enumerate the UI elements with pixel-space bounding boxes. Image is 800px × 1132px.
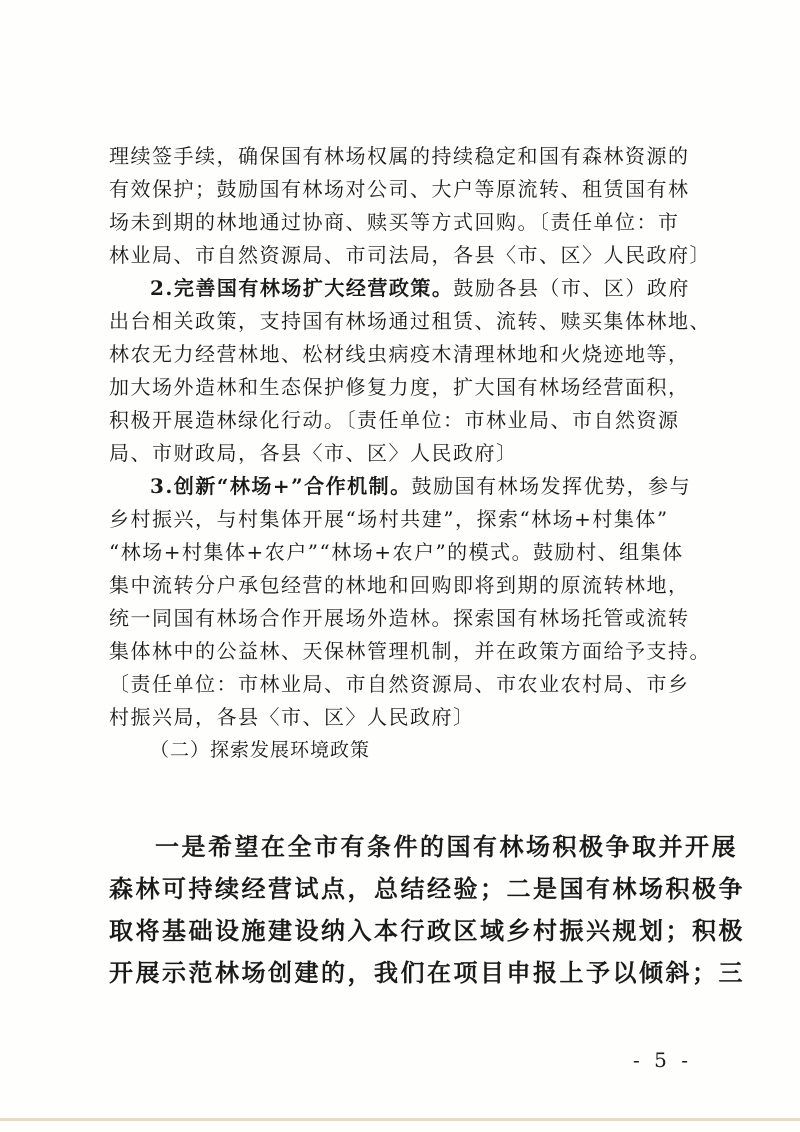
highlight-line: 森林可持续经营试点，总结经验；二是国有林场积极争 <box>109 875 745 903</box>
paragraph-line: 积极开展造林绿化行动。〔责任单位：市林业局、市自然资源 <box>109 408 680 432</box>
highlight-line: 开展示范林场创建的，我们在项目申报上予以倾斜；三 <box>109 959 745 987</box>
paragraph-line: 局、市财政局，各县〈市、区〉人民政府〕 <box>109 441 518 465</box>
paragraph-line: 村振兴局，各县〈市、区〉人民政府〕 <box>109 705 475 729</box>
paragraph-line: 林业局、市自然资源局、市司法局，各县〈市、区〉人民政府〕 <box>109 243 711 267</box>
bottom-divider <box>0 1118 800 1121</box>
item-3-heading: 3.创新“林场+”合作机制。 <box>150 474 412 498</box>
paragraph-line: 有效保护；鼓励国有林场对公司、大户等原流转、租赁国有林 <box>109 177 690 201</box>
section-heading: （二）探索发展环境政策 <box>150 739 371 761</box>
highlight-text <box>109 826 745 994</box>
paragraph-line: 〔责任单位：市林业局、市自然资源局、市农业农村局、市乡 <box>109 672 690 696</box>
paragraph-line: 林农无力经营林地、松材线虫病疫木清理林地和火烧迹地等， <box>109 342 690 366</box>
paragraph-line: 乡村振兴，与村集体开展“场村共建”，探索“林场+村集体” <box>109 507 669 531</box>
paragraph-line: 加大场外造林和生态保护修复力度，扩大国有林场经营面积， <box>109 375 690 399</box>
item-2-heading: 2.完善国有林场扩大经营政策。 <box>150 276 454 300</box>
paragraph-line: 集中流转分户承包经营的林地和回购即将到期的原流转林地， <box>109 573 690 597</box>
paragraph-line: 理续签手续，确保国有林场权属的持续稳定和国有森林资源的 <box>109 144 690 168</box>
paragraph-line: 集体林中的公益林、天保林管理机制，并在政策方面给予支持。 <box>109 639 711 663</box>
highlight-line: 取将基础设施建设纳入本行政区域乡村振兴规划；积极 <box>109 917 745 945</box>
page-number: - 5 - <box>633 1048 692 1072</box>
paragraph-line: 统一同国有林场合作开展场外造林。探索国有林场托管或流转 <box>109 606 690 630</box>
highlight-line: 一是希望在全市有条件的国有林场积极争取并开展 <box>155 833 738 861</box>
body-text <box>109 140 711 767</box>
item-3-first-line-rest: 鼓励国有林场发挥优势，参与 <box>411 474 692 498</box>
paragraph-line: “林场+村集体+农户”“林场+农户”的模式。鼓励村、组集体 <box>109 540 684 564</box>
item-2-first-line <box>109 272 699 305</box>
item-3-first-line <box>109 470 699 503</box>
paragraph-line: 出台相关政策，支持国有林场通过租赁、流转、赎买集体林地、 <box>109 309 711 333</box>
paragraph-line: 场未到期的林地通过协商、赎买等方式回购。〔责任单位：市 <box>109 210 680 234</box>
item-2-first-line-rest: 鼓励各县（市、区）政府 <box>453 276 690 300</box>
